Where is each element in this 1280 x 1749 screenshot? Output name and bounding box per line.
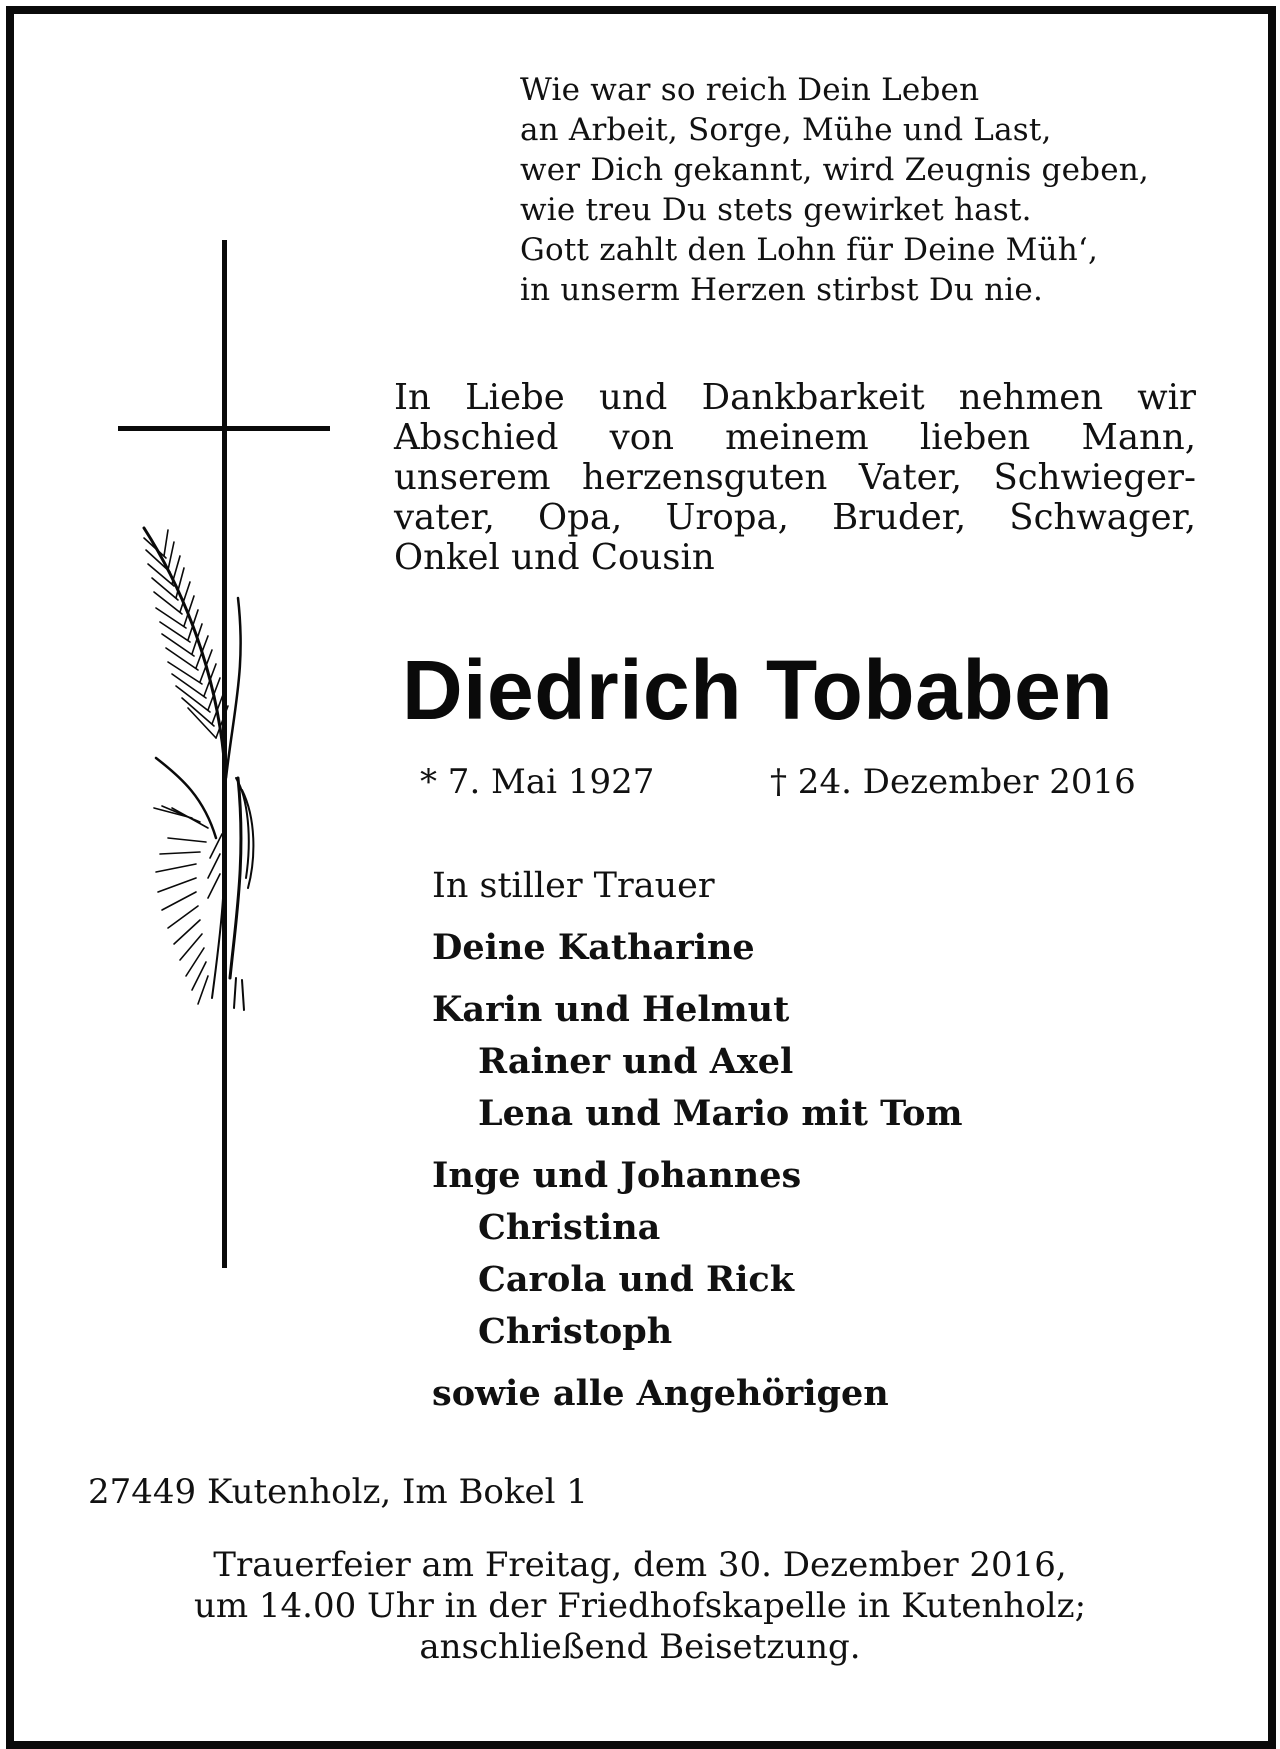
mourner-family: Karin und Helmut <box>432 989 790 1030</box>
farewell-line: Abschied von meinem lieben Mann, <box>394 417 1196 458</box>
farewell-text <box>394 378 1196 578</box>
birth-date: * 7. Mai 1927 <box>420 762 655 802</box>
mourner-family: Inge und Johannes <box>432 1155 802 1196</box>
poem-line: wie treu Du stets gewirket hast. <box>520 192 1032 228</box>
poem-line: in unserm Herzen stirbst Du nie. <box>520 272 1044 308</box>
service-line: anschließend Beisetzung. <box>419 1627 861 1667</box>
poem-line: Wie war so reich Dein Leben <box>520 72 980 108</box>
funeral-service-info <box>40 1545 1240 1668</box>
memorial-poem <box>520 70 1149 310</box>
farewell-line: unserem herzensguten Vater, Schwieger- <box>394 457 1196 498</box>
mourner-grandchildren: Rainer und Axel <box>478 1041 794 1082</box>
deceased-name: Diedrich Tobaben <box>402 643 1114 737</box>
cross-with-grain-emblem <box>96 238 336 1278</box>
farewell-line: In Liebe und Dankbarkeit nehmen wir <box>394 377 1196 418</box>
mourners-heading: In stiller Trauer <box>432 866 715 906</box>
grain-ears-icon <box>144 528 253 1010</box>
mourner-grandchildren: Lena und Mario mit Tom <box>478 1093 963 1134</box>
death-date: † 24. Dezember 2016 <box>770 762 1136 802</box>
mourners-closing: sowie alle Angehörigen <box>432 1373 889 1414</box>
family-address: 27449 Kutenholz, Im Bokel 1 <box>88 1472 588 1512</box>
poem-line: an Arbeit, Sorge, Mühe und Last, <box>520 112 1052 148</box>
service-line: Trauerfeier am Freitag, dem 30. Dezember 2016, <box>213 1545 1067 1585</box>
mourner-spouse: Deine Katharine <box>432 927 755 968</box>
mourner-grandchild: Christoph <box>478 1311 673 1352</box>
mourners-list <box>432 860 963 1420</box>
poem-line: wer Dich gekannt, wird Zeugnis geben, <box>520 152 1149 188</box>
mourner-grandchild: Carola und Rick <box>478 1259 794 1300</box>
service-line: um 14.00 Uhr in der Friedhofskapelle in Kutenholz; <box>193 1586 1087 1626</box>
mourner-grandchild: Christina <box>478 1207 661 1248</box>
poem-line: Gott zahlt den Lohn für Deine Müh‘, <box>520 232 1099 268</box>
farewell-line: Onkel und Cousin <box>394 537 715 578</box>
farewell-line: vater, Opa, Uropa, Bruder, Schwager, <box>394 497 1196 538</box>
